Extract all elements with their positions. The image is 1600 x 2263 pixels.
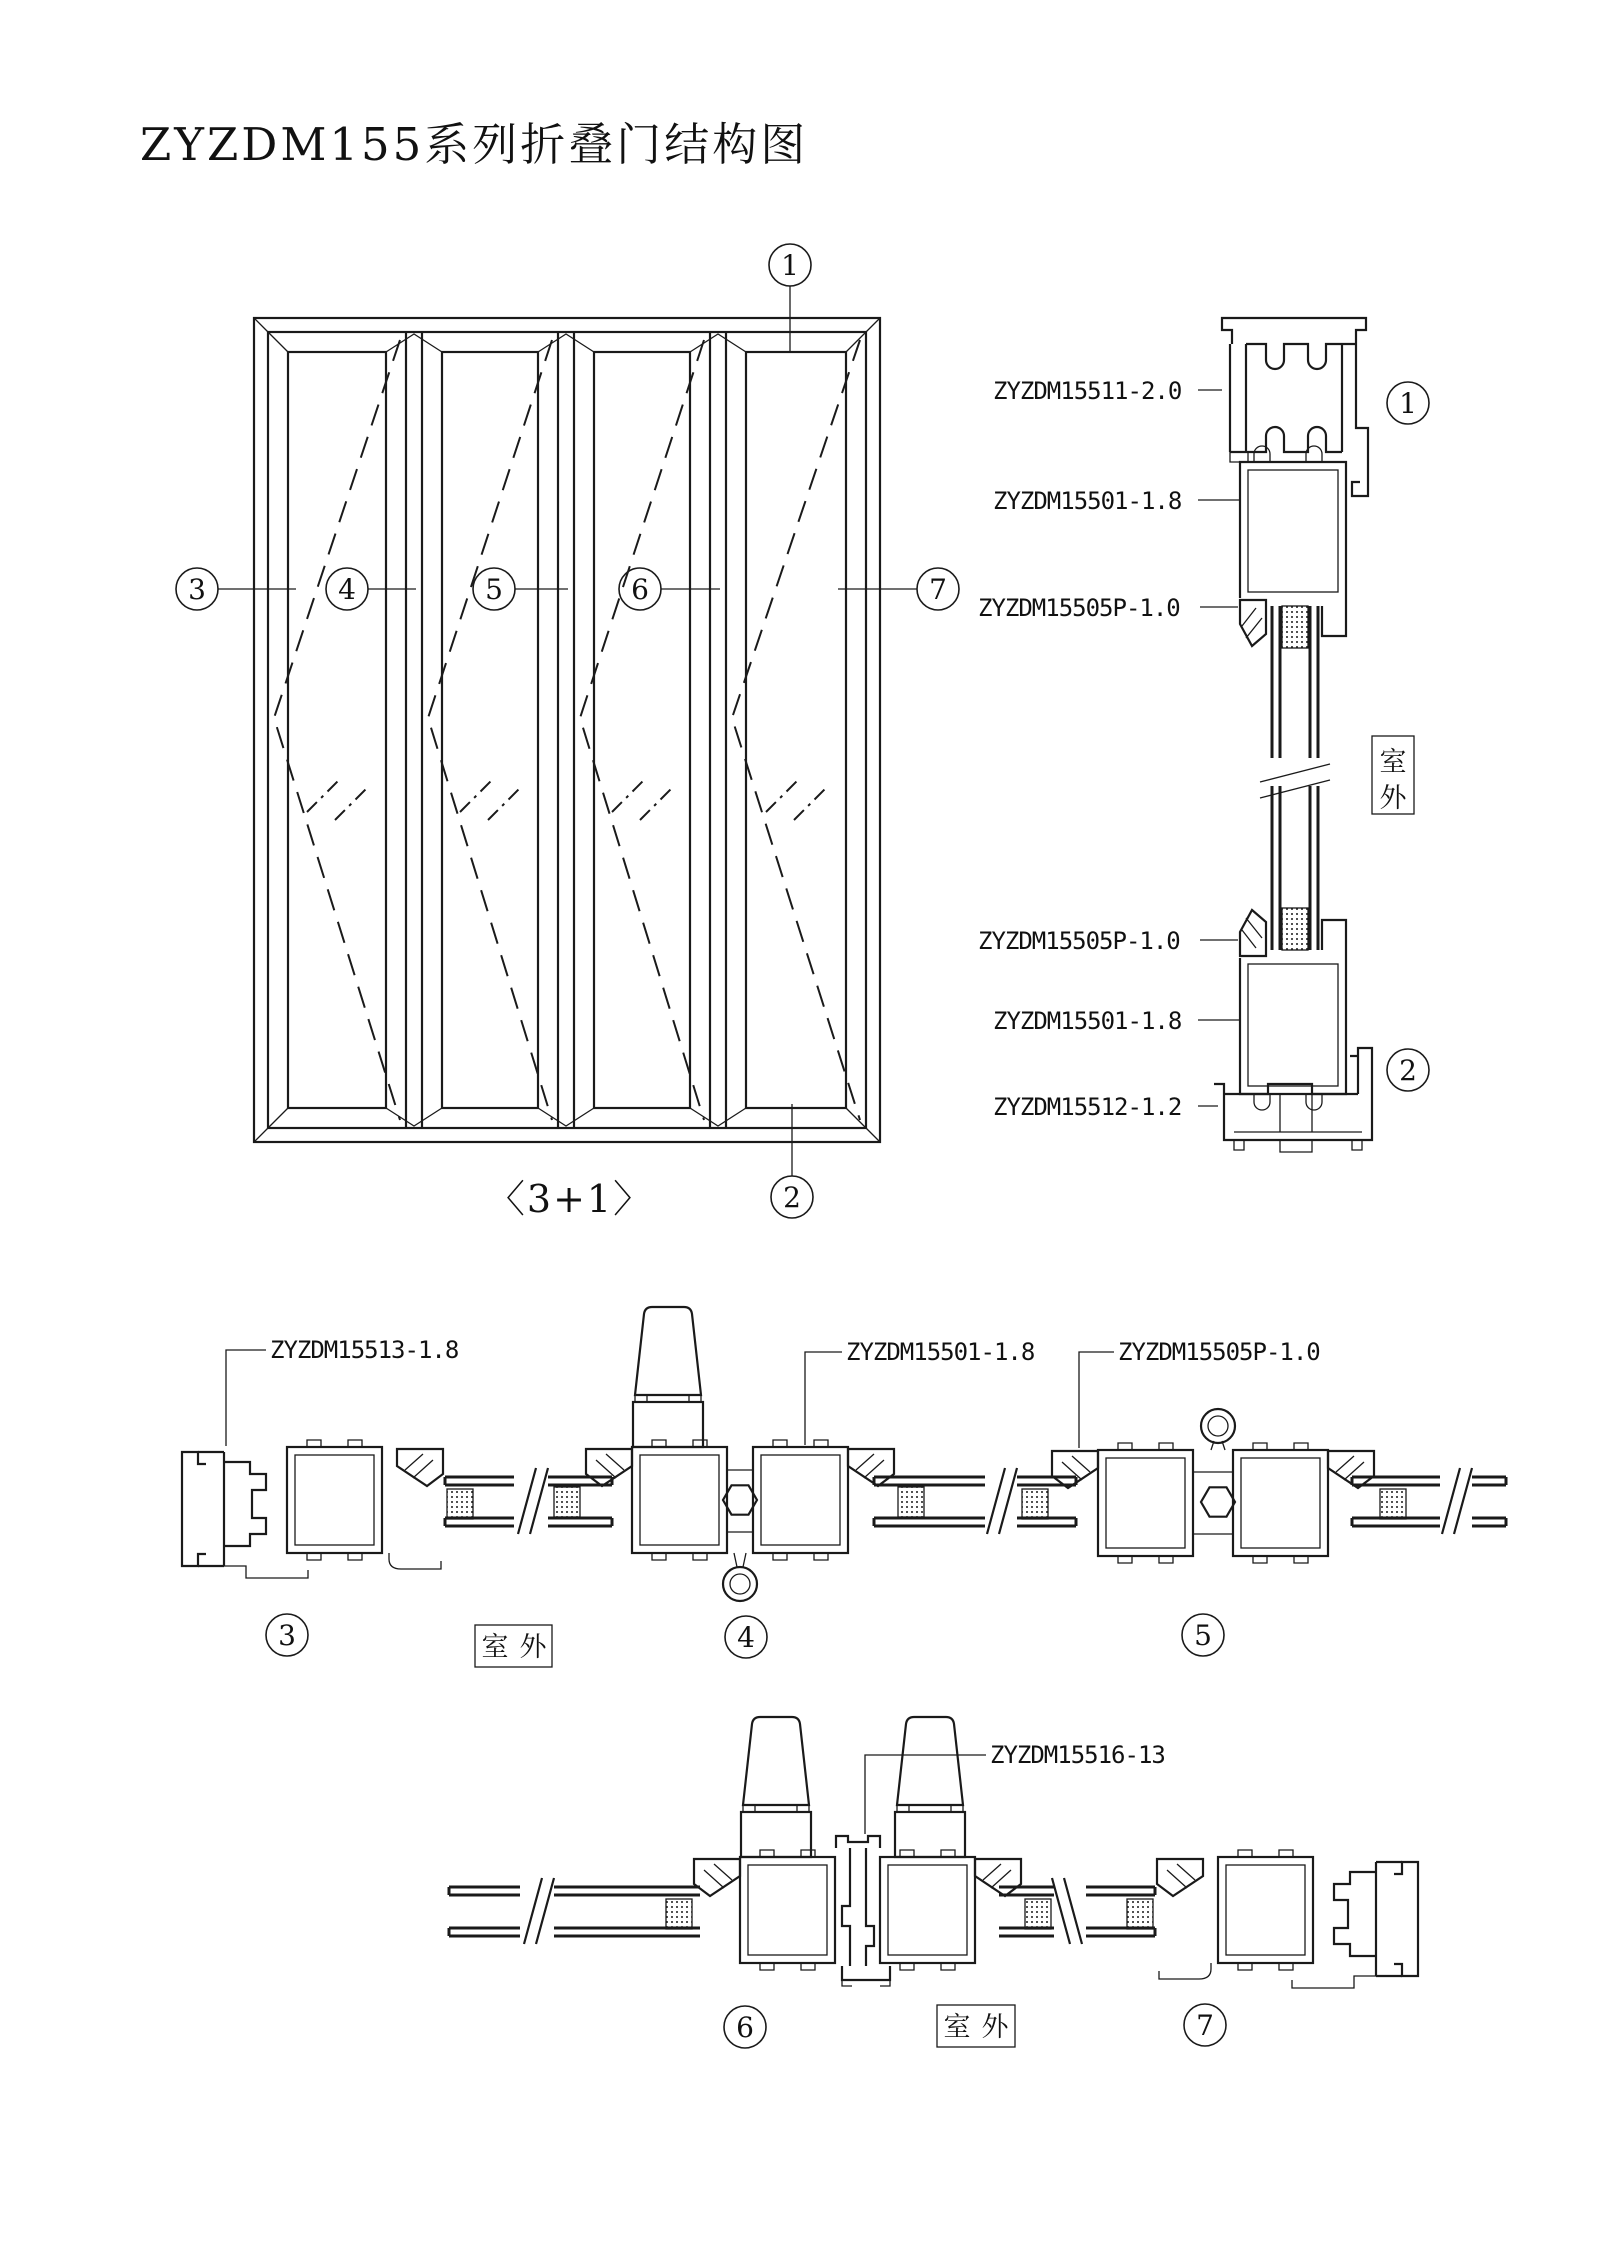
label-jamb: ZYZDM15513-1.8 xyxy=(270,1336,459,1364)
callout-2 xyxy=(771,1104,813,1218)
detail-3-jamb-section xyxy=(182,1440,548,1578)
detail-4-hinge-section xyxy=(548,1307,1034,1601)
elevation-view xyxy=(176,244,959,1221)
detail-5-hinge-section xyxy=(1017,1338,1506,1563)
callout-1 xyxy=(769,244,811,352)
svg-text:2: 2 xyxy=(783,1181,801,1214)
callout-2-section xyxy=(1387,1049,1429,1091)
svg-text:室: 室 xyxy=(943,2012,971,2043)
vertical-section xyxy=(978,318,1429,1152)
svg-text:5: 5 xyxy=(485,573,503,606)
fold-indicator xyxy=(274,340,400,1120)
svg-text:6: 6 xyxy=(736,2011,754,2044)
callout-3 xyxy=(176,568,296,610)
fold-indicator xyxy=(732,340,860,1120)
fold-indicator xyxy=(580,340,704,1120)
label-top-bead: ZYZDM15505P-1.0 xyxy=(978,594,1180,622)
callout-1-section xyxy=(1387,382,1429,424)
outdoor-tag-mid xyxy=(475,1625,552,1667)
svg-text:3: 3 xyxy=(278,1619,296,1652)
svg-text:5: 5 xyxy=(1194,1619,1212,1652)
svg-text:1: 1 xyxy=(1399,387,1417,420)
svg-text:外: 外 xyxy=(981,2012,1009,2043)
label-bottom-rail: ZYZDM15501-1.8 xyxy=(993,1007,1182,1035)
svg-text:4: 4 xyxy=(338,573,356,606)
callout-4-section xyxy=(725,1616,767,1658)
label-sill: ZYZDM15512-1.2 xyxy=(993,1093,1182,1121)
sill-profile xyxy=(1214,1048,1372,1152)
svg-text:6: 6 xyxy=(631,573,649,606)
label-top-rail: ZYZDM15501-1.8 xyxy=(993,487,1182,515)
svg-text:7: 7 xyxy=(929,573,947,606)
label-interlock: ZYZDM15516-13 xyxy=(990,1741,1165,1769)
bottom-rail-profile xyxy=(1240,908,1346,1110)
svg-text:2: 2 xyxy=(1399,1054,1417,1087)
callout-5-section xyxy=(1182,1614,1224,1656)
callout-7-section xyxy=(1184,2004,1226,2046)
callout-4 xyxy=(326,568,416,610)
section-labels xyxy=(978,377,1240,1121)
svg-text:4: 4 xyxy=(737,1621,755,1654)
page-title: ZYZDM155系列折叠门结构图 xyxy=(140,118,809,171)
detail-7-jamb-section xyxy=(1052,1850,1418,1988)
svg-text:室: 室 xyxy=(1379,747,1407,778)
callout-3-section xyxy=(266,1614,308,1656)
outdoor-tag-vertical xyxy=(1372,736,1414,814)
svg-text:室: 室 xyxy=(481,1632,509,1663)
svg-text:1: 1 xyxy=(781,249,799,282)
detail-6-interlock-section xyxy=(449,1717,1165,1986)
callout-5 xyxy=(473,568,568,610)
outdoor-tag-bottom xyxy=(937,2005,1015,2047)
svg-text:3: 3 xyxy=(188,573,206,606)
glass-unit-vertical xyxy=(1260,606,1330,950)
label-mid-bead: ZYZDM15505P-1.0 xyxy=(1118,1338,1320,1366)
panel-config-caption: 〈3+1〉 xyxy=(486,1177,654,1221)
svg-text:7: 7 xyxy=(1196,2009,1214,2042)
label-jamb-group xyxy=(226,1336,458,1446)
callout-6 xyxy=(619,568,720,610)
svg-text:外: 外 xyxy=(519,1632,547,1663)
label-bottom-bead: ZYZDM15505P-1.0 xyxy=(978,927,1180,955)
callout-7 xyxy=(838,568,959,610)
top-rail-profile xyxy=(1240,446,1346,648)
label-stile: ZYZDM15501-1.8 xyxy=(846,1338,1035,1366)
svg-text:外: 外 xyxy=(1379,783,1407,814)
label-head-frame: ZYZDM15511-2.0 xyxy=(993,377,1182,405)
callout-6-section xyxy=(724,2006,766,2048)
fold-indicator xyxy=(428,340,552,1120)
